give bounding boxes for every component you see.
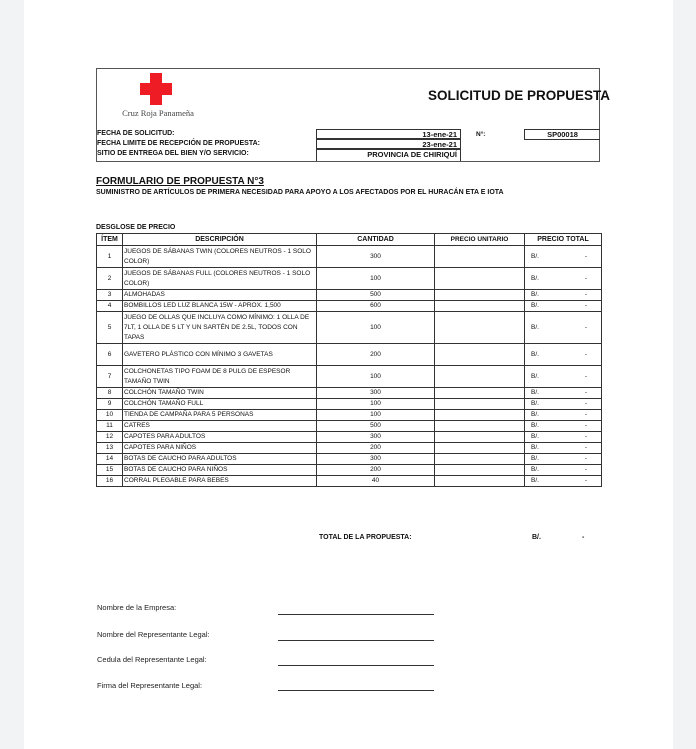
item-number: 14 — [97, 454, 123, 465]
total-value: - — [584, 455, 587, 462]
legal-rep-signature-field[interactable] — [278, 690, 434, 691]
company-name-label: Nombre de la Empresa: — [97, 603, 177, 612]
total-value: - — [584, 350, 587, 358]
item-quantity: 100 — [317, 312, 435, 344]
currency-label: B/. — [531, 302, 539, 309]
currency-label: B/. — [531, 291, 539, 298]
total-value: - — [584, 466, 587, 473]
header-divider — [96, 161, 600, 162]
item-total-price — [525, 246, 602, 268]
item-description: JUEGOS DE SÁBANAS TWIN (COLORES NEUTROS - 1 SOLO COLOR) — [123, 246, 317, 268]
legal-rep-name-field[interactable] — [278, 640, 434, 641]
item-number: 9 — [97, 399, 123, 410]
org-name: Cruz Roja Panameña — [122, 108, 194, 118]
item-unit-price[interactable] — [435, 312, 525, 344]
table-row — [97, 421, 602, 432]
legal-rep-signature-label: Firma del Representante Legal: — [97, 681, 203, 690]
column-header-total-price: PRECIO TOTAL — [525, 234, 602, 246]
item-description: BOTAS DE CAUCHO PARA ADULTOS — [123, 454, 317, 465]
price-table — [96, 233, 602, 487]
currency-label: B/. — [531, 323, 539, 331]
item-number: 1 — [97, 246, 123, 268]
item-quantity: 200 — [317, 344, 435, 366]
item-number: 7 — [97, 366, 123, 388]
total-value: - — [584, 400, 587, 407]
table-row — [97, 443, 602, 454]
item-quantity: 300 — [317, 246, 435, 268]
total-value: - — [584, 444, 587, 451]
legal-rep-name-label: Nombre del Representante Legal: — [97, 630, 210, 639]
total-value: - — [584, 433, 587, 440]
currency-label: B/. — [531, 372, 539, 380]
item-total-price — [525, 399, 602, 410]
table-row — [97, 399, 602, 410]
item-unit-price[interactable] — [435, 301, 525, 312]
item-quantity: 300 — [317, 454, 435, 465]
item-description: BOTAS DE CAUCHO PARA NIÑOS — [123, 465, 317, 476]
item-number: 10 — [97, 410, 123, 421]
item-description: CAPOTES PARA ADULTOS — [123, 432, 317, 443]
item-number: 6 — [97, 344, 123, 366]
item-total-price — [525, 366, 602, 388]
item-description: COLCHONETAS TIPO FOAM DE 8 PULG DE ESPESOR TAMAÑO TWIN — [123, 366, 317, 388]
item-quantity: 100 — [317, 366, 435, 388]
legal-rep-id-label: Cedula del Representante Legal: — [97, 655, 207, 664]
item-quantity: 600 — [317, 301, 435, 312]
item-quantity: 100 — [317, 399, 435, 410]
item-total-price — [525, 476, 602, 487]
total-value: - — [584, 302, 587, 309]
item-description: CATRES — [123, 421, 317, 432]
currency-label: B/. — [531, 433, 539, 440]
item-quantity: 500 — [317, 290, 435, 301]
item-number: 2 — [97, 268, 123, 290]
item-description: COLCHÓN TAMAÑO TWIN — [123, 388, 317, 399]
number-label: N°: — [476, 131, 486, 138]
item-description: ALMOHADAS — [123, 290, 317, 301]
table-header-row — [97, 234, 602, 246]
total-value: - — [584, 477, 587, 484]
item-number: 15 — [97, 465, 123, 476]
item-quantity: 200 — [317, 443, 435, 454]
total-value: - — [584, 291, 587, 298]
total-value: - — [584, 252, 587, 260]
item-number: 5 — [97, 312, 123, 344]
table-row — [97, 312, 602, 344]
currency-label: B/. — [531, 422, 539, 429]
total-value: - — [584, 274, 587, 282]
delivery-site-value: PROVINCIA DE CHIRIQUÍ — [316, 149, 461, 161]
item-unit-price[interactable] — [435, 454, 525, 465]
item-unit-price[interactable] — [435, 465, 525, 476]
table-row — [97, 476, 602, 487]
currency-label: B/. — [531, 466, 539, 473]
grand-total-value: - — [582, 534, 585, 541]
item-total-price — [525, 290, 602, 301]
item-total-price — [525, 432, 602, 443]
item-unit-price[interactable] — [435, 290, 525, 301]
item-description: CORRAL PLEGABLE PARA BEBES — [123, 476, 317, 487]
item-quantity: 100 — [317, 410, 435, 421]
column-header-item: ÍTEM — [97, 234, 123, 246]
item-description: TIENDA DE CAMPAÑA PARA 5 PERSONAS — [123, 410, 317, 421]
table-row — [97, 454, 602, 465]
total-value: - — [584, 422, 587, 429]
legal-rep-id-field[interactable] — [278, 665, 434, 666]
deadline-label: FECHA LIMITE DE RECEPCIÓN DE PROPUESTA: — [97, 140, 260, 147]
item-total-price — [525, 301, 602, 312]
table-row — [97, 410, 602, 421]
table-row — [97, 432, 602, 443]
item-unit-price[interactable] — [435, 443, 525, 454]
item-total-price — [525, 388, 602, 399]
column-header-quantity: CANTIDAD — [317, 234, 435, 246]
table-row — [97, 301, 602, 312]
item-number: 13 — [97, 443, 123, 454]
form-title: FORMULARIO DE PROPUESTA N°3 — [96, 176, 264, 187]
item-quantity: 500 — [317, 421, 435, 432]
currency-label: B/. — [531, 350, 539, 358]
total-value: - — [584, 372, 587, 380]
item-quantity: 300 — [317, 388, 435, 399]
currency-label: B/. — [531, 411, 539, 418]
item-unit-price[interactable] — [435, 432, 525, 443]
number-value: SP00018 — [524, 129, 600, 140]
currency-label: B/. — [531, 389, 539, 396]
item-unit-price[interactable] — [435, 344, 525, 366]
item-number: 11 — [97, 421, 123, 432]
item-description: GAVETERO PLÁSTICO CON MÍNIMO 3 GAVETAS — [123, 344, 317, 366]
item-description: CAPOTES PARA NIÑOS — [123, 443, 317, 454]
table-row — [97, 344, 602, 366]
item-unit-price[interactable] — [435, 399, 525, 410]
currency-label: B/. — [531, 455, 539, 462]
item-number: 8 — [97, 388, 123, 399]
column-header-unit-price: PRECIO UNITARIO — [435, 234, 525, 246]
item-description: COLCHÓN TAMAÑO FULL — [123, 399, 317, 410]
deadline-value: 23-ene-21 — [316, 139, 461, 149]
item-total-price — [525, 465, 602, 476]
currency-label: B/. — [531, 274, 539, 282]
item-unit-price[interactable] — [435, 366, 525, 388]
item-total-price — [525, 312, 602, 344]
item-quantity: 300 — [317, 432, 435, 443]
item-total-price — [525, 421, 602, 432]
table-row — [97, 465, 602, 476]
delivery-site-label: SITIO DE ENTREGA DEL BIEN Y/O SERVICIO: — [97, 150, 249, 157]
grand-total-currency: B/. — [532, 534, 541, 541]
grand-total-label: TOTAL DE LA PROPUESTA: — [319, 534, 412, 541]
table-row — [97, 366, 602, 388]
item-quantity: 40 — [317, 476, 435, 487]
currency-label: B/. — [531, 252, 539, 260]
total-value: - — [584, 389, 587, 396]
item-unit-price[interactable] — [435, 388, 525, 399]
document-title: SOLICITUD DE PROPUESTA — [428, 88, 611, 103]
red-cross-icon — [140, 73, 172, 105]
item-number: 4 — [97, 301, 123, 312]
table-row — [97, 246, 602, 268]
currency-label: B/. — [531, 477, 539, 484]
total-value: - — [584, 323, 587, 331]
item-total-price — [525, 344, 602, 366]
request-date-label: FECHA DE SOLICITUD: — [97, 130, 175, 137]
company-name-field[interactable] — [278, 614, 434, 615]
item-description: BOMBILLOS LED LUZ BLANCA 15W - APROX. 1,500 — [123, 301, 317, 312]
item-total-price — [525, 410, 602, 421]
item-unit-price[interactable] — [435, 421, 525, 432]
item-number: 16 — [97, 476, 123, 487]
item-total-price — [525, 268, 602, 290]
item-description: JUEGO DE OLLAS QUE INCLUYA COMO MÍNIMO: 1 OLLA DE 7LT, 1 OLLA DE 5 LT Y UN SARTÉN DE 2.5L, TODOS CON TAPAS — [123, 312, 317, 344]
table-row — [97, 268, 602, 290]
currency-label: B/. — [531, 400, 539, 407]
total-value: - — [584, 411, 587, 418]
section-label: DESGLOSE DE PRECIO — [96, 224, 176, 231]
item-total-price — [525, 454, 602, 465]
item-number: 12 — [97, 432, 123, 443]
form-subtitle: SUMINISTRO DE ARTÍCULOS DE PRIMERA NECESIDAD PARA APOYO A LOS AFECTADOS POR EL HURACÁN ETA E IOTA — [96, 189, 504, 196]
currency-label: B/. — [531, 444, 539, 451]
document-page — [24, 0, 673, 749]
item-unit-price[interactable] — [435, 476, 525, 487]
item-unit-price[interactable] — [435, 410, 525, 421]
item-unit-price[interactable] — [435, 268, 525, 290]
item-total-price — [525, 443, 602, 454]
table-row — [97, 290, 602, 301]
item-description: JUEGOS DE SÁBANAS FULL (COLORES NEUTROS - 1 SOLO COLOR) — [123, 268, 317, 290]
item-unit-price[interactable] — [435, 246, 525, 268]
column-header-description: DESCRIPCIÓN — [123, 234, 317, 246]
table-row — [97, 388, 602, 399]
item-quantity: 200 — [317, 465, 435, 476]
item-quantity: 100 — [317, 268, 435, 290]
request-date-value: 13-ene-21 — [316, 129, 461, 139]
item-number: 3 — [97, 290, 123, 301]
